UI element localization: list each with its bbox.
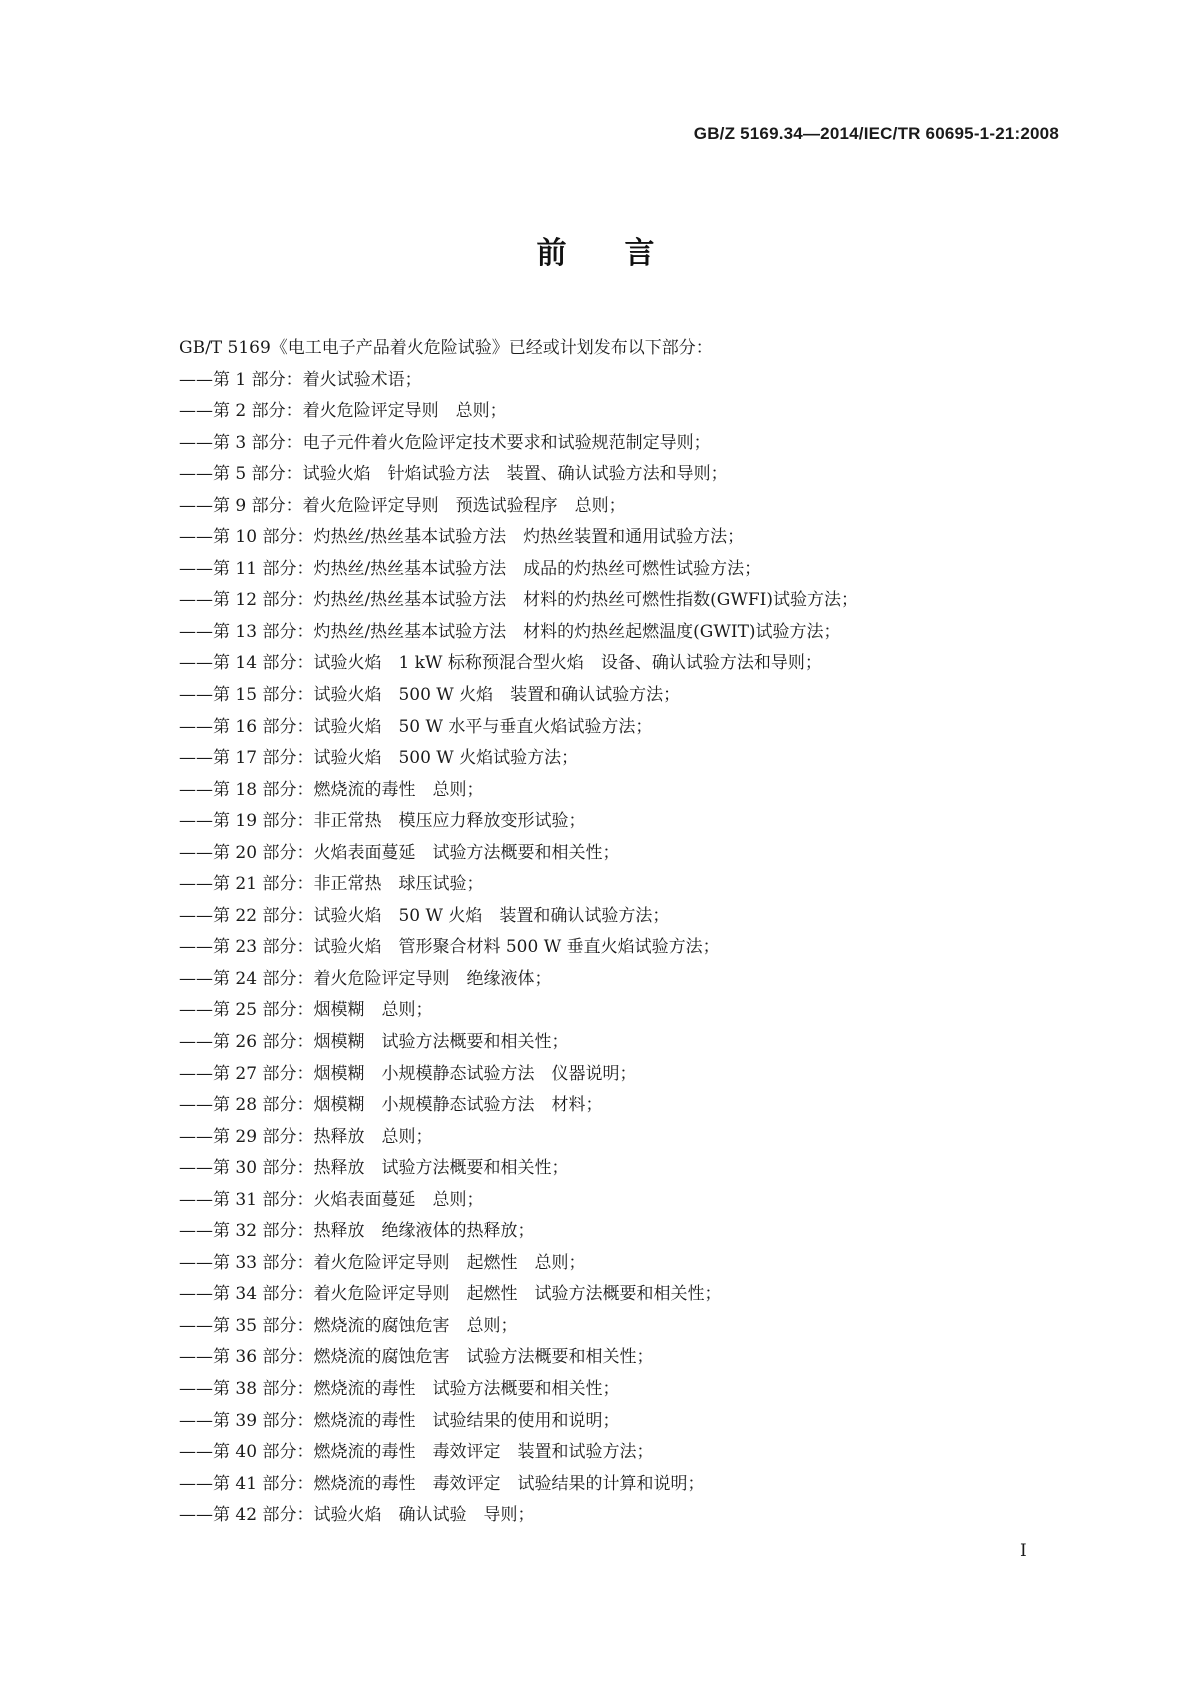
list-item: ——第 23 部分：试验火焰 管形聚合材料 500 W 垂直火焰试验方法； (179, 937, 720, 958)
list-item: ——第 31 部分：火焰表面蔓延 总则； (179, 1189, 484, 1210)
list-item: ——第 11 部分：灼热丝/热丝基本试验方法 成品的灼热丝可燃性试验方法； (179, 558, 762, 579)
list-item: ——第 9 部分：着火危险评定导则 预选试验程序 总则； (179, 495, 626, 516)
parts-list (179, 365, 1079, 1532)
list-item: ——第 39 部分：燃烧流的毒性 试验结果的使用和说明； (179, 1410, 620, 1431)
list-item: ——第 13 部分：灼热丝/热丝基本试验方法 材料的灼热丝起燃温度(GWIT)试验方法； (179, 621, 841, 642)
standard-number: GB/Z 5169.34—2014/IEC/TR 60695-1-21:2008 (693, 124, 1059, 143)
list-item: ——第 1 部分：着火试验术语； (179, 369, 422, 390)
list-item: ——第 18 部分：燃烧流的毒性 总则； (179, 779, 484, 800)
list-item: ——第 40 部分：燃烧流的毒性 毒效评定 装置和试验方法； (179, 1442, 654, 1463)
list-item: ——第 28 部分：烟模糊 小规模静态试验方法 材料； (179, 1095, 603, 1116)
list-item: ——第 15 部分：试验火焰 500 W 火焰 装置和确认试验方法； (179, 684, 681, 705)
list-item: ——第 16 部分：试验火焰 50 W 水平与垂直火焰试验方法； (179, 716, 653, 737)
document-body (179, 333, 1079, 1532)
intro-paragraph: GB/T 5169《电工电子产品着火危险试验》已经或计划发布以下部分： (179, 338, 713, 358)
list-item: ——第 34 部分：着火危险评定导则 起燃性 试验方法概要和相关性； (179, 1284, 722, 1305)
list-item: ——第 21 部分：非正常热 球压试验； (179, 874, 484, 895)
list-item: ——第 25 部分：烟模糊 总则； (179, 1000, 433, 1021)
list-item: ——第 24 部分：着火危险评定导则 绝缘液体； (179, 968, 552, 989)
list-item: ——第 22 部分：试验火焰 50 W 火焰 装置和确认试验方法； (179, 905, 670, 926)
list-item: ——第 38 部分：燃烧流的毒性 试验方法概要和相关性； (179, 1379, 620, 1399)
list-item: ——第 36 部分：燃烧流的腐蚀危害 试验方法概要和相关性； (179, 1347, 654, 1368)
list-item: ——第 19 部分：非正常热 模压应力释放变形试验； (179, 811, 586, 832)
list-item: ——第 29 部分：热释放 总则； (179, 1126, 433, 1147)
page-number: I (1020, 1541, 1027, 1561)
list-item: ——第 2 部分：着火危险评定导则 总则； (179, 401, 507, 422)
list-item: ——第 35 部分：燃烧流的腐蚀危害 总则； (179, 1315, 518, 1336)
list-item: ——第 20 部分：火焰表面蔓延 试验方法概要和相关性； (179, 842, 620, 863)
list-item: ——第 41 部分：燃烧流的毒性 毒效评定 试验结果的计算和说明； (179, 1473, 705, 1494)
list-item: ——第 10 部分：灼热丝/热丝基本试验方法 灼热丝装置和通用试验方法； (179, 527, 745, 548)
list-item: ——第 27 部分：烟模糊 小规模静态试验方法 仪器说明； (179, 1063, 637, 1084)
list-item: ——第 3 部分：电子元件着火危险评定技术要求和试验规范制定导则； (179, 432, 711, 453)
list-item: ——第 42 部分：试验火焰 确认试验 导则； (179, 1505, 535, 1526)
list-item: ——第 14 部分：试验火焰 1 kW 标称预混合型火焰 设备、确认试验方法和导则； (179, 653, 822, 674)
list-item: ——第 32 部分：热释放 绝缘液体的热释放； (179, 1221, 535, 1242)
page-title: 前言 (536, 236, 713, 271)
list-item: ——第 17 部分：试验火焰 500 W 火焰试验方法； (179, 748, 579, 769)
list-item: ——第 5 部分：试验火焰 针焰试验方法 装置、确认试验方法和导则； (179, 464, 728, 485)
list-item: ——第 30 部分：热释放 试验方法概要和相关性； (179, 1158, 569, 1179)
list-item: ——第 33 部分：着火危险评定导则 起燃性 总则； (179, 1252, 586, 1273)
list-item: ——第 26 部分：烟模糊 试验方法概要和相关性； (179, 1031, 569, 1052)
list-item: ——第 12 部分：灼热丝/热丝基本试验方法 材料的灼热丝可燃性指数(GWFI)试验方法； (179, 590, 858, 611)
